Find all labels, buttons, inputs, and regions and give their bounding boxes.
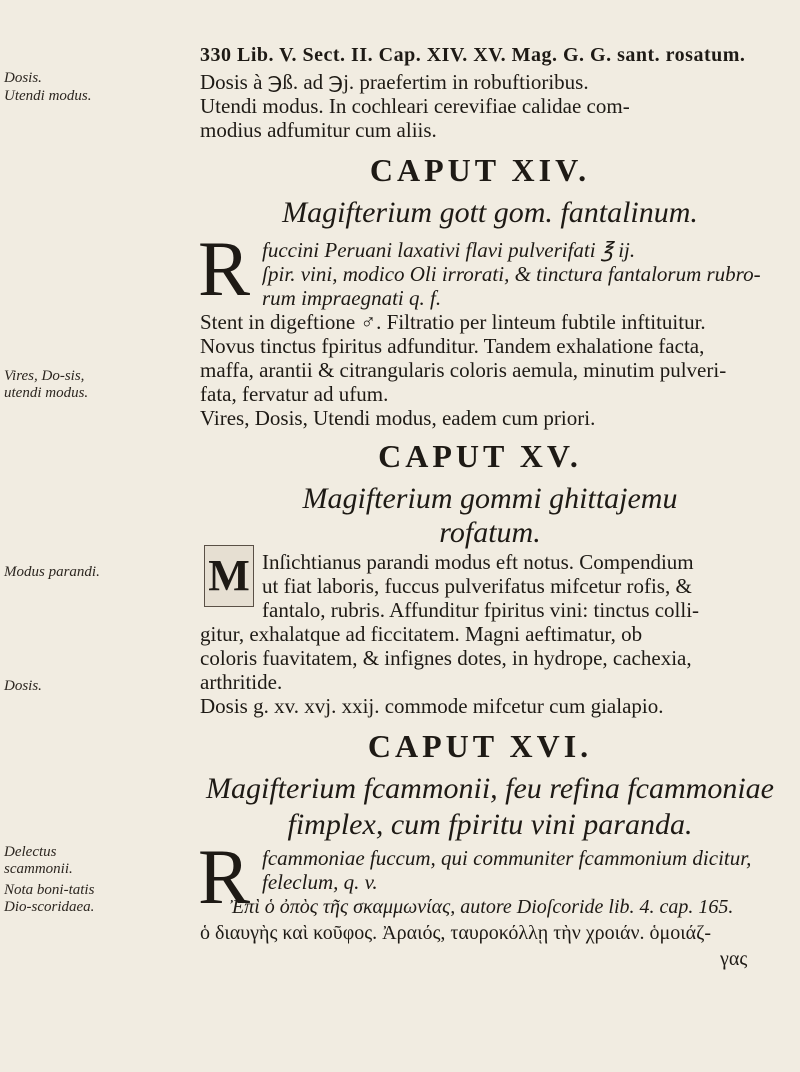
chapter-title-14: Magifterium gott gom. fantalinum. [282,196,698,229]
text-line: Vires, Dosis, Utendi modus, eadem cum priori. [200,406,596,430]
chapter-title-15-line1: Magifterium gommi ghittajemu [302,482,678,515]
text-line: arthritide. [200,670,283,694]
margin-note-nota: Nota boni-tatis Dio-scoridaea. [4,882,95,915]
ornamental-initial-m [204,545,254,607]
text-line: Dosis à ℈ß. ad ℈j. praefertim in robuftioribus. [200,70,589,94]
text-line: gitur, exhalatque ad ficcitatem. Magni aeftimatur, ob [200,622,643,646]
margin-note-dosis-2: Dosis. [4,678,42,694]
text-line: rum impraegnati q. f. [262,286,442,310]
margin-note-delectus: Delectus scammonii. [4,844,73,877]
chapter-title-16-line1: Magifterium fcammonii, feu refina fcammoniae [206,772,774,805]
text-line: coloris fuavitatem, & infignes dotes, in hydrope, cachexia, [200,646,692,670]
text-line: Ἐπὶ ὁ ὀπὸς τῆς σκαμμωνίας, autore Dioſcoride lib. 4. cap. 165. [230,896,734,918]
margin-note-vires: Vires, Do-sis, utendi modus. [4,368,89,401]
text-line: Stent in digeftione ♂. Filtratio per linteum fubtile inftituitur. [200,310,706,334]
drop-cap-r: R [198,225,251,312]
chapter-heading-14: CAPUT XIV. [369,152,591,188]
text-line: γας [720,948,748,970]
text-line: ὁ διαυγὴς καὶ κοῦφος. Ἀραιός, ταυροκόλλῃ τὴν χροιάν. ὁμοιάζ- [200,922,712,944]
text-line: fuccini Peruani laxativi flavi pulverifati ℥ ij. [262,238,636,262]
drop-cap-m: M [208,551,250,600]
margin-note-dosis: Dosis. [4,70,42,86]
margin-note-utendi: Utendi modus. [4,88,92,104]
text-line: Novus tinctus fpiritus adfunditur. Tandem exhalatione facta, [200,334,705,358]
text-line: maffa, arantii & citrangularis coloris aemula, minutim pulveri- [200,358,727,382]
running-header: 330 Lib. V. Sect. II. Cap. XIV. XV. Mag. G. G. sant. rosatum. [200,44,746,66]
text-line: Dosis g. xv. xvj. xxij. commode mifcetur cum gialapio. [200,694,664,718]
text-line: modius adfumitur cum aliis. [200,118,437,142]
text-line: ʃpir. vini, modico Oli irrorati, & tinctura fantalorum rubro- [262,262,761,286]
text-line: Utendi modus. In cochleari cerevifiae calidae com- [200,94,630,118]
chapter-heading-15: CAPUT XV. [378,438,582,474]
text-line: fcammoniae fuccum, qui communiter fcammonium dicitur, [262,846,752,870]
chapter-title-16-line2: fimplex, cum fpiritu vini paranda. [287,808,693,841]
text-line: fata, fervatur ad ufum. [200,382,389,406]
text-line: Inſichtianus parandi modus eft notus. Compendium [262,550,694,574]
chapter-title-15-line2: rofatum. [439,516,541,549]
text-line: feleclum, q. v. [262,870,378,894]
margin-note-modus-parandi: Modus parandi. [4,564,100,580]
drop-cap-r-2: R [198,833,251,920]
text-line: ut fiat laboris, fuccus pulverifatus mifcetur rofis, & [262,574,692,598]
chapter-heading-16: CAPUT XVI. [367,728,593,764]
text-line: fantalo, rubris. Affunditur fpiritus vini: tinctus colli- [262,598,700,622]
